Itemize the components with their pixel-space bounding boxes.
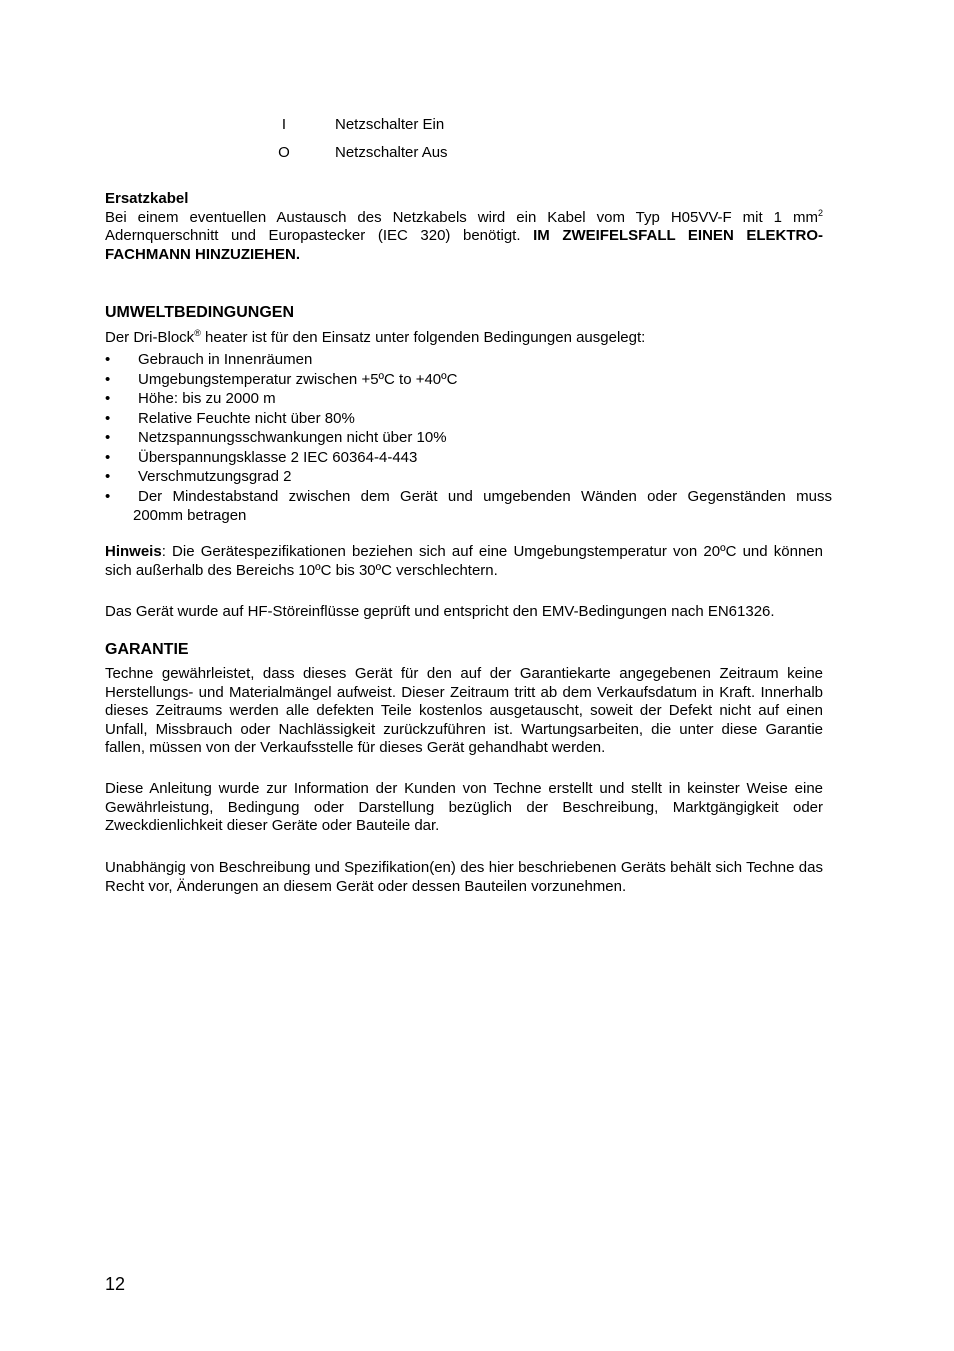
list-item-text: Netzspannungsschwankungen nicht über 10% [138,429,447,446]
umwelt-intro-part1: Der Dri-Block [105,329,195,346]
ersatzkabel-heading: Ersatzkabel [105,190,189,207]
list-item [105,409,832,429]
switch-on-symbol: I [281,116,287,133]
ersatzkabel-text-part2: Adernquerschnitt und Europastecker (IEC 320) benötigt. [105,227,534,244]
list-item-text-line2: 200mm betragen [133,507,247,524]
hinweis-paragraph [105,543,823,580]
list-item-text: Höhe: bis zu 2000 m [138,390,276,407]
list-item [105,487,832,526]
bullet-icon: • [105,409,111,427]
list-item-text: Überspannungsklasse 2 IEC 60364-4-443 [138,448,418,466]
switch-off-label: Netzschalter Aus [335,144,448,161]
umwelt-intro-part2: heater ist für den Einsatz unter folgenden Bedingungen ausgelegt: [200,329,646,346]
bullet-icon: • [105,429,111,446]
list-item [105,467,832,487]
ersatzkabel-text [105,209,823,265]
ersatzkabel-text-part1: Bei einem eventuellen Austausch des Netzkabels wird ein Kabel vom Typ H05VV-F mit 1 mm [105,208,818,226]
list-item-text: Umgebungstemperatur zwischen +5ºC to +40ºC [138,370,458,388]
bullet-icon: • [105,351,111,368]
switch-on-label: Netzschalter Ein [335,116,445,133]
list-item [105,448,832,468]
umwelt-intro [105,329,823,348]
garantie-paragraph-2: Diese Anleitung wurde zur Information der Kunden von Techne erstellt und stellt in keinster Weise eine Gewährleistung, Bedingung oder Darstellung bezüglich der Beschreibung, Marktgängigkeit oder Zweckdienlichkeit dieser Geräte oder Bauteile dar. [105,780,823,834]
list-item [105,428,832,448]
garantie-paragraph-1: Techne gewährleistet, dass dieses Gerät für den auf der Garantiekarte angegebenen Zeitraum keine Herstellungs- und Materialmängel aufweist. Dieser Zeitraum tritt ab dem Verkaufsdatum in Kraft. Innerhalb dieses Zeitraums werden alle defekten Teile kostenlos ausgetauscht, soweit der Defekt nicht auf einen Unfall, Missbrauch oder Nachlässigkeit zurückzuführen ist. Wartungsarbeiten, die unter diese Garantie fallen, müssen von der Verkaufsstelle für dieses Gerät gehandhabt werden. [105,665,823,756]
bullet-icon: • [105,448,111,466]
page-number: 12 [105,1274,126,1294]
emv-paragraph: Das Gerät wurde auf HF-Störeinflüsse geprüft und entspricht den EMV-Bedingungen nach EN61326. [105,603,775,620]
ersatzkabel-warning: IM ZWEIFELSFALL EINEN ELEKTRO-FACHMANN HINZUZIEHEN. [105,227,823,263]
bullet-icon: • [105,370,111,388]
umwelt-intro-registered: ® [194,328,201,338]
umwelt-list [105,350,832,526]
switch-off-symbol: O [278,144,290,161]
bullet-icon: • [105,468,111,485]
ersatzkabel-section [105,190,823,264]
bullet-icon: • [105,487,111,505]
hinweis-text: : Die Gerätespezifikationen beziehen sich auf eine Umgebungstemperatur von 20ºC und können sich außerhalb des Bereichs 10ºC bis 30ºC verschlechtern. [105,543,823,579]
garantie-heading: GARANTIE [105,641,189,658]
bullet-icon: • [105,390,111,407]
list-item [105,350,832,370]
list-item-text: Gebrauch in Innenräumen [138,351,313,368]
list-item-text: Verschmutzungsgrad 2 [138,468,292,485]
hinweis-label: Hinweis [105,543,162,560]
garantie-paragraph-3: Unabhängig von Beschreibung und Spezifikation(en) des hier beschriebenen Geräts behält sich Techne das Recht vor, Änderungen an diesem Gerät oder dessen Bauteilen vorzunehmen. [105,859,823,895]
umwelt-heading: UMWELTBEDINGUNGEN [105,304,295,321]
list-item [105,389,832,409]
ersatzkabel-superscript: 2 [817,207,823,218]
list-item-text-line1: Der Mindestabstand zwischen dem Gerät und umgebenden Wänden oder Gegenständen muss [138,487,832,505]
list-item [105,370,832,390]
list-item-text: Relative Feuchte nicht über 80% [138,409,355,427]
